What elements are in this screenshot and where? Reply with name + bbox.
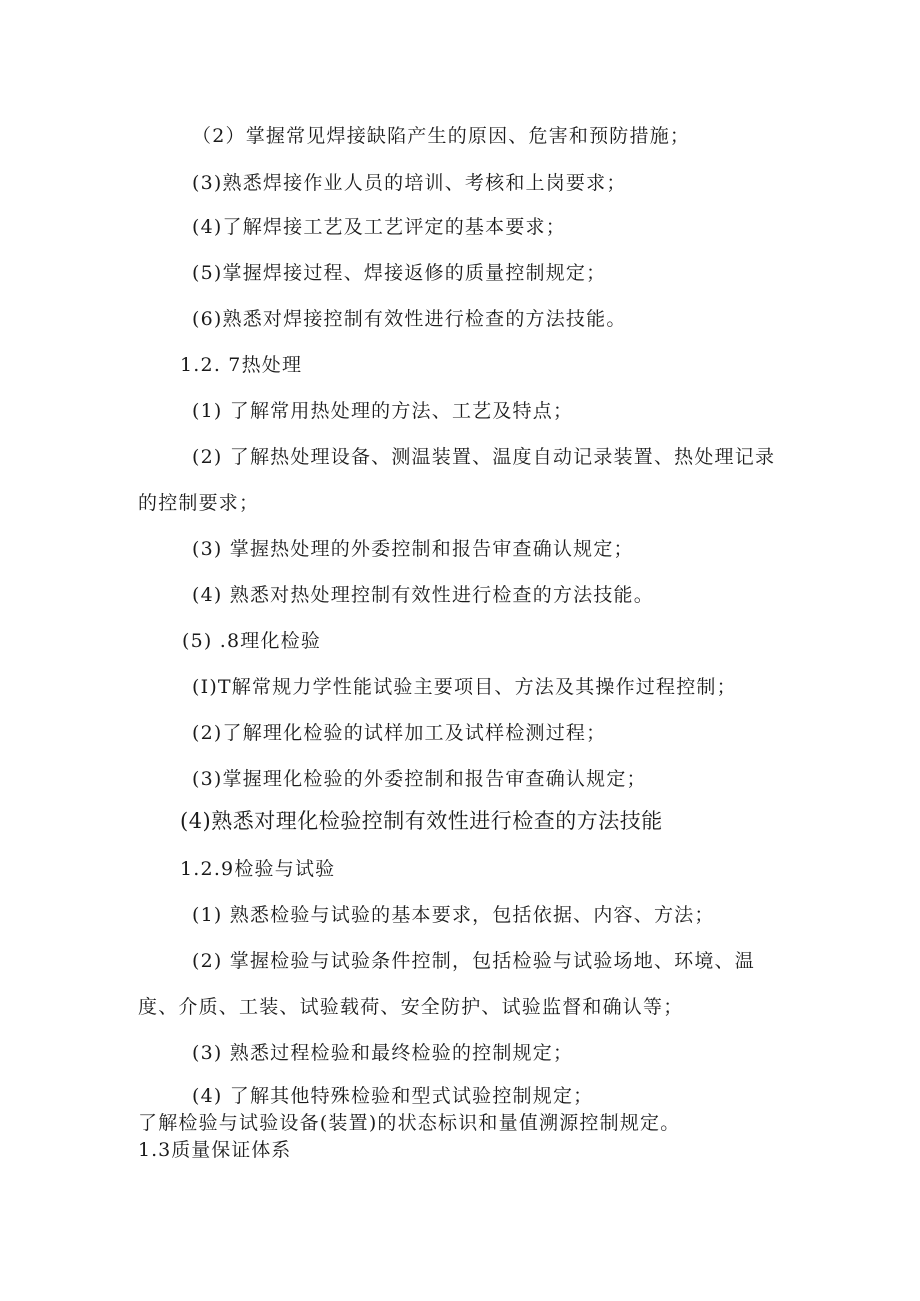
text-line-inspection-requirements: (1) 熟悉检验与试验的基本要求，包括依据、内容、方法；	[192, 904, 715, 926]
section-heading-inspection-testing: 1.2.9检验与试验	[180, 858, 336, 880]
text-line-mechanical-tests: (I)T解常规力学性能试验主要项目、方法及其操作过程控制；	[192, 676, 737, 698]
text-line-welding-defects: （2）掌握常见焊接缺陷产生的原因、危害和预防措施；	[192, 125, 691, 147]
text-line-inspection-conditions-cont: 度、介质、工装、试验载荷、安全防护、试验监督和确认等；	[138, 996, 684, 1018]
text-line-lab-outsourcing: (3)掌握理化检验的外委控制和报告审查确认规定；	[192, 768, 647, 790]
section-heading-physical-chemical: (5) .8理化检验	[182, 630, 322, 652]
text-line-heat-methods: (1) 了解常用热处理的方法、工艺及特点；	[192, 400, 574, 422]
text-line-specimen-processing: (2)了解理化检验的试样加工及试样检测过程；	[192, 722, 607, 744]
text-line-welder-training: (3)熟悉焊接作业人员的培训、考核和上岗要求；	[192, 172, 627, 194]
section-heading-heat-treatment: 1.2. 7热处理	[180, 354, 303, 376]
text-line-heat-equipment-cont: 的控制要求；	[138, 492, 260, 514]
text-line-lab-check: (4)熟悉对理化检验控制有效性进行检查的方法技能	[180, 809, 663, 833]
text-line-special-inspection: (4) 了解其他特殊检验和型式试验控制规定；	[192, 1085, 594, 1107]
text-line-welding-repair: (5)掌握焊接过程、焊接返修的质量控制规定；	[192, 262, 607, 284]
text-line-process-final-inspection: (3) 熟悉过程检验和最终检验的控制规定；	[192, 1042, 574, 1064]
text-line-heat-check: (4) 熟悉对热处理控制有效性进行检查的方法技能。	[192, 584, 654, 606]
section-heading-quality-assurance: 1.3质量保证体系	[138, 1139, 292, 1161]
text-line-welding-check: (6)熟悉对焊接控制有效性进行检查的方法技能。	[192, 308, 627, 330]
text-line-heat-equipment: (2) 了解热处理设备、测温装置、温度自动记录装置、热处理记录	[192, 446, 776, 468]
text-line-inspection-conditions: (2) 掌握检验与试验条件控制，包括检验与试验场地、环境、温	[192, 950, 755, 972]
text-line-equipment-status: 了解检验与试验设备(装置)的状态标识和量值溯源控制规定。	[138, 1112, 681, 1134]
text-line-heat-outsourcing: (3) 掌握热处理的外委控制和报告审查确认规定；	[192, 538, 634, 560]
text-line-welding-procedure: (4)了解焊接工艺及工艺评定的基本要求；	[192, 216, 566, 238]
